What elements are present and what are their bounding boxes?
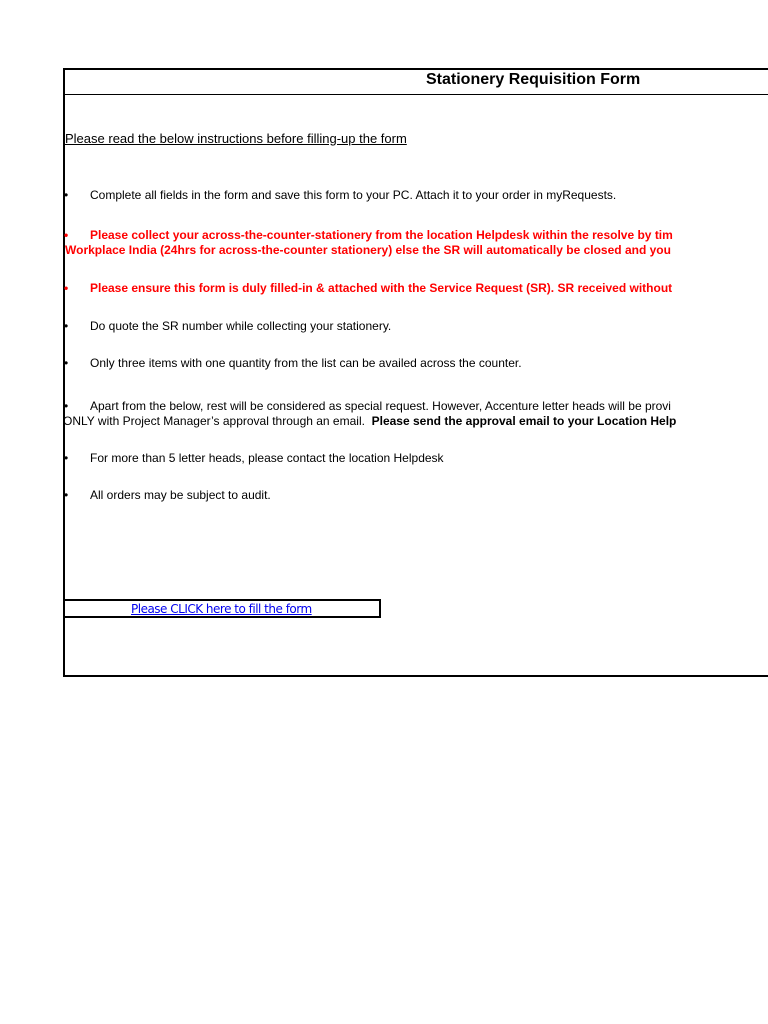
bullet: • [64,399,69,413]
instruction-text-emphasis: Please send the approval email to your Location Help [371,414,677,428]
form-border-top [63,68,768,70]
instruction-text-continued: ONLY with Project Manager’s approval through an email. [63,414,365,428]
instruction-text: Please collect your across-the-counter-stationery from the location Helpdesk within the resolve by tim [90,228,673,242]
instruction-special-request [63,399,676,429]
instruction-text: Please ensure this form is duly filled-in & attached with the Service Request (SR). SR received without [90,281,673,295]
instruction-text: Apart from the below, rest will be considered as special request. However, Accenture letter heads will be provi [90,399,671,413]
instructions-heading: Please read the below instructions before filling-up the form [65,131,407,146]
bullet: • [64,356,69,370]
form-border-left [63,68,65,677]
bullet: • [64,319,69,333]
instruction-ensure-filled [63,281,672,296]
bullet: • [64,188,69,202]
form-title: Stationery Requisition Form [426,71,641,88]
instruction-text-continued: Workplace India (24hrs for across-the-counter stationery) else the SR will automatically be closed and you [65,243,671,257]
instruction-text: Complete all fields in the form and save this form to your PC. Attach it to your order in myRequests. [90,188,617,202]
form-border-bottom [63,675,768,677]
instruction-complete-fields [63,188,616,203]
fill-form-link[interactable]: Please CLICK here to fill the form [131,602,312,616]
bullet: • [64,228,69,242]
bullet: • [64,451,69,465]
instruction-text: All orders may be subject to audit. [90,488,271,502]
instruction-text: For more than 5 letter heads, please contact the location Helpdesk [90,451,444,465]
fill-form-link-cell [63,599,381,618]
instruction-three-items [63,356,522,371]
instruction-collect-stationery [63,228,673,258]
instruction-letter-heads [63,451,444,466]
bullet: • [64,488,69,502]
form-sheet [63,68,768,678]
instruction-audit [63,488,271,503]
instruction-text: Do quote the SR number while collecting your stationery. [90,319,392,333]
instruction-quote-sr [63,319,391,334]
instruction-text: Only three items with one quantity from the list can be availed across the counter. [90,356,522,370]
title-separator [63,94,768,95]
bullet: • [64,281,69,295]
